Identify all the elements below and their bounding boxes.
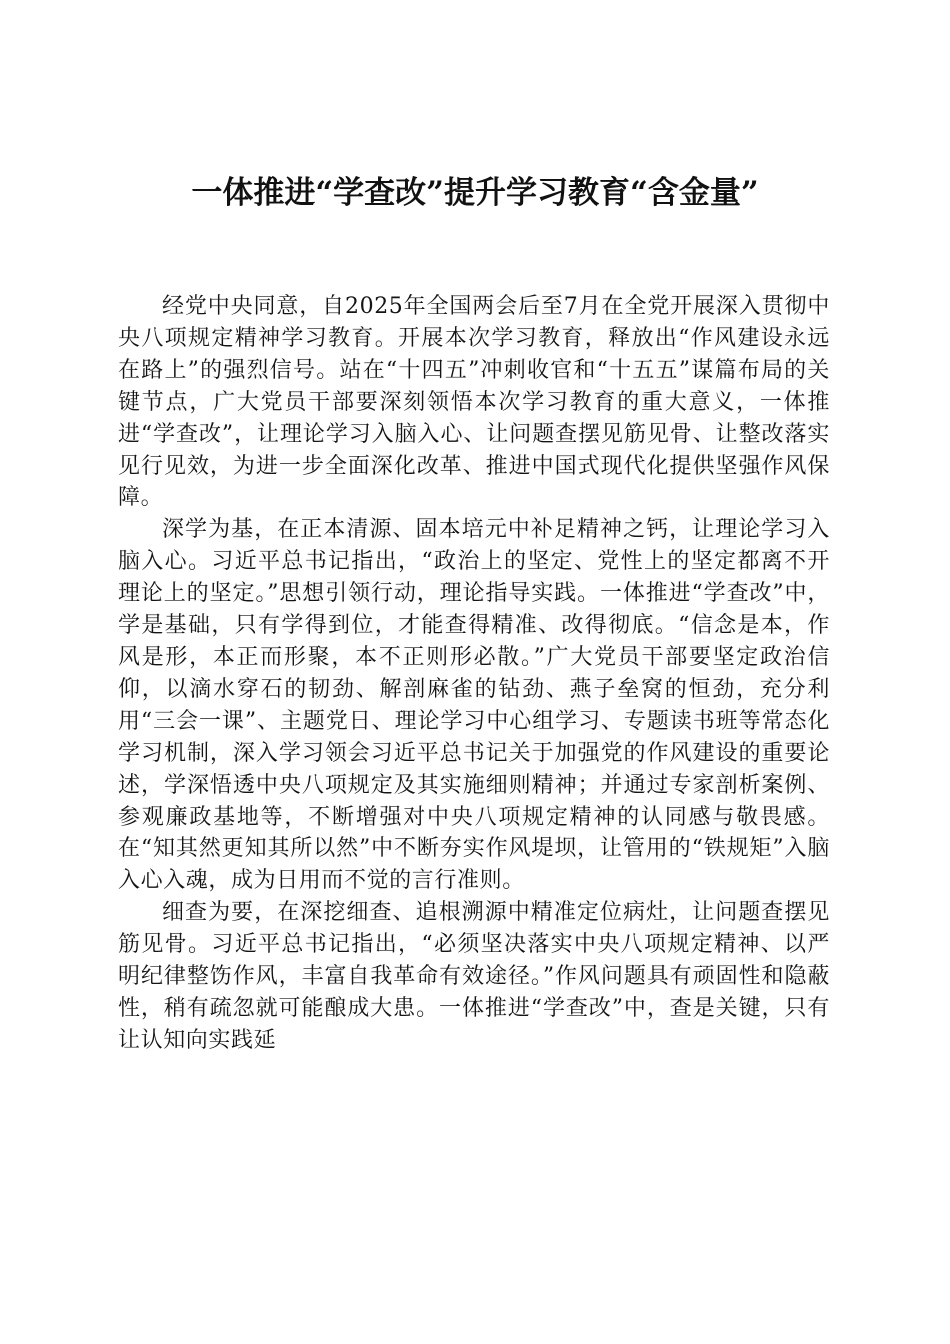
paragraph-study: 深学为基，在正本清源、固本培元中补足精神之钙，让理论学习入脑入心。习近平总书记指出，“政治上的坚定、党性上的坚定都离不开理论上的坚定。”思想引领行动，理论指导实践。一体推进“学查改”中，学是基础，只有学得到位，才能查得精准、改得彻底。“信念是本，作风是形，本正而形聚，本不正则形必散。”广大党员干部要坚定政治信仰，以滴水穿石的韧劲、解剖麻雀的钻劲、燕子垒窝的恒劲，充分利用“三会一课”、主题党日、理论学习中心组学习、专题读书班等常态化学习机制，深入学习领会习近平总书记关于加强党的作风建设的重要论述，学深悟透中央八项规定及其实施细则精神；并通过专家剖析案例、参观廉政基地等，不断增强对中央八项规定精神的认同感与敬畏感。在“知其然更知其所以然”中不断夯实作风堤坝，让管用的“铁规矩”入脑入心入魂，成为日用而不觉的言行准则。	[118, 517, 830, 894]
paragraph-check: 细查为要，在深挖细查、追根溯源中精准定位病灶，让问题查摆见筋见骨。习近平总书记指出，“必须坚决落实中央八项规定精神、以严明纪律整饬作风，丰富自我革命有效途径。”作风问题具有顽固性和隐蔽性，稍有疏忽就可能酿成大患。一体推进“学查改”中，查是关键，只有让认知向实践延	[118, 900, 830, 1053]
document-body	[118, 291, 830, 1057]
document-title: 一体推进“学查改”提升学习教育“含金量”	[191, 175, 759, 211]
paragraph-intro: 经党中央同意，自2025年全国两会后至7月在全党开展深入贯彻中央八项规定精神学习教育。开展本次学习教育，释放出“作风建设永远在路上”的强烈信号。站在“十四五”冲刺收官和“十五五”谋篇布局的关键节点，广大党员干部要深刻领悟本次学习教育的重大意义，一体推进“学查改”，让理论学习入脑入心、让问题查摆见筋见骨、让整改落实见行见效，为进一步全面深化改革、推进中国式现代化提供坚强作风保障。	[118, 294, 830, 511]
